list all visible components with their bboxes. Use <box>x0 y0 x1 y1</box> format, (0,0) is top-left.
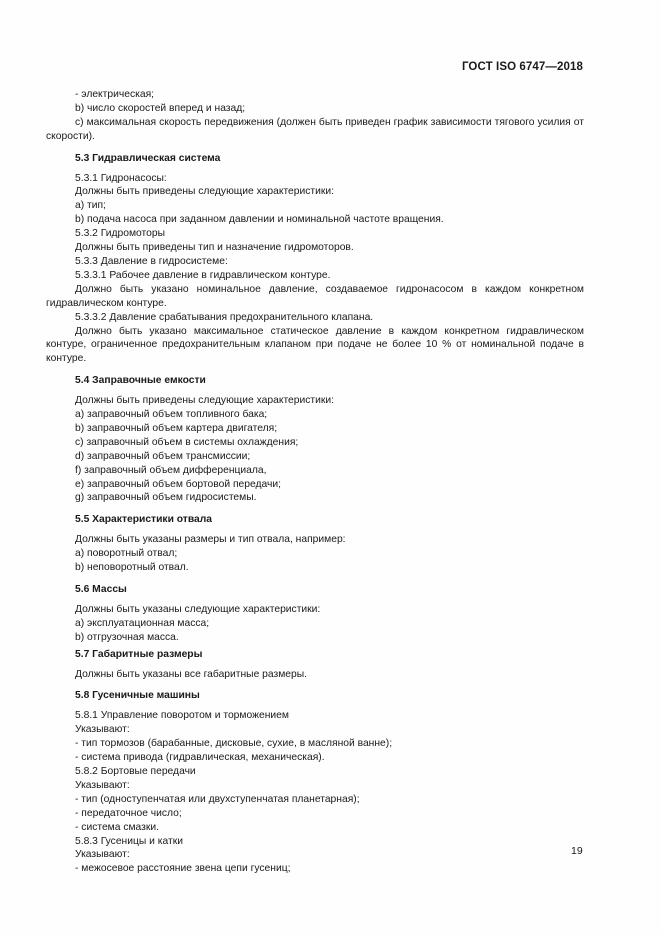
subsection-heading: 5.8.3 Гусеницы и катки <box>75 835 183 847</box>
subsection-heading: 5.8.1 Управление поворотом и торможением <box>75 710 289 722</box>
list-item: f) заправочный объем дифференциала, <box>75 464 267 476</box>
paragraph: Должно быть указано максимальное статическое давление в каждом конкретном гидравлическом контуре, ограниченное предохранительным клапаном при подаче не более 10 % от номинальной подаче в контуре. <box>46 325 584 365</box>
paragraph: Должны быть приведены следующие характеристики: <box>75 186 334 198</box>
list-item: - тип (одноступенчатая или двухступенчатая планетарная); <box>75 793 360 805</box>
subsection-heading: 5.8.2 Бортовые передачи <box>75 765 196 777</box>
paragraph: Должны быть приведены тип и назначение гидромоторов. <box>75 242 354 254</box>
subsection-heading: 5.3.1 Гидронасосы: <box>75 172 167 184</box>
list-item: - система привода (гидравлическая, механическая). <box>75 752 325 764</box>
list-item: - передаточное число; <box>75 807 182 819</box>
paragraph: Должны быть указаны все габаритные размеры. <box>75 668 308 680</box>
list-item: a) тип; <box>75 200 106 212</box>
list-item: c) максимальная скорость передвижения (должен быть приведен график зависимости тягового усилия от скорости). <box>46 116 584 142</box>
subsection-heading: 5.3.3.2 Давление срабатывания предохранительного клапана. <box>75 311 374 323</box>
subsection-heading: 5.3.3 Давление в гидросистеме: <box>75 255 228 267</box>
subsection-heading: 5.3.2 Гидромоторы <box>75 228 166 240</box>
list-item: e) заправочный объем бортовой передачи; <box>75 478 281 490</box>
list-item: c) заправочный объем в системы охлаждения; <box>75 436 299 448</box>
section-heading-5-6: 5.6 Массы <box>75 584 127 595</box>
section-heading-5-5: 5.5 Характеристики отвала <box>75 514 213 526</box>
subsection-heading: 5.3.3.1 Рабочее давление в гидравлическом контуре. <box>75 269 331 281</box>
paragraph: Должны быть указаны следующие характеристики: <box>75 603 321 615</box>
list-item: - система смазки. <box>75 821 160 833</box>
list-item: b) подача насоса при заданном давлении и номинальной частоте вращения. <box>75 214 444 226</box>
paragraph: Указывают: <box>75 849 130 861</box>
paragraph: Должно быть указано номинальное давление, создаваемое гидронасосом в каждом конкретном гидравлическом контуре. <box>46 283 584 309</box>
list-item: g) заправочный объем гидросистемы. <box>75 492 257 504</box>
list-item: a) эксплуатационная масса; <box>75 617 210 629</box>
paragraph: Указывают: <box>75 724 130 736</box>
list-item: a) заправочный объем топливного бака; <box>75 409 268 421</box>
section-heading-5-7: 5.7 Габаритные размеры <box>75 648 203 660</box>
list-item: - тип тормозов (барабанные, дисковые, сухие, в масляной ванне); <box>75 738 393 750</box>
list-item: b) число скоростей вперед и назад; <box>75 102 246 114</box>
page-body <box>46 88 584 876</box>
list-item: d) заправочный объем трансмиссии; <box>75 450 251 462</box>
list-item: b) неповоротный отвал. <box>75 562 189 574</box>
page-number: 19 <box>571 845 583 857</box>
paragraph: Указывают: <box>75 779 130 791</box>
section-heading-5-8: 5.8 Гусеничные машины <box>75 690 200 702</box>
list-item: b) отгрузочная масса. <box>75 631 179 643</box>
list-item: - электрическая; <box>75 89 155 100</box>
section-heading-5-3: 5.3 Гидравлическая система <box>75 152 221 164</box>
standard-designation: ГОСТ ISO 6747—2018 <box>461 61 583 73</box>
section-heading-5-4: 5.4 Заправочные емкости <box>75 375 206 387</box>
list-item: b) заправочный объем картера двигателя; <box>75 422 278 434</box>
paragraph: Должны быть приведены следующие характеристики: <box>75 395 334 407</box>
paragraph: Должны быть указаны размеры и тип отвала, например: <box>75 534 346 546</box>
list-item: a) поворотный отвал; <box>75 548 178 560</box>
list-item: - межосевое расстояние звена цепи гусениц; <box>75 863 291 875</box>
